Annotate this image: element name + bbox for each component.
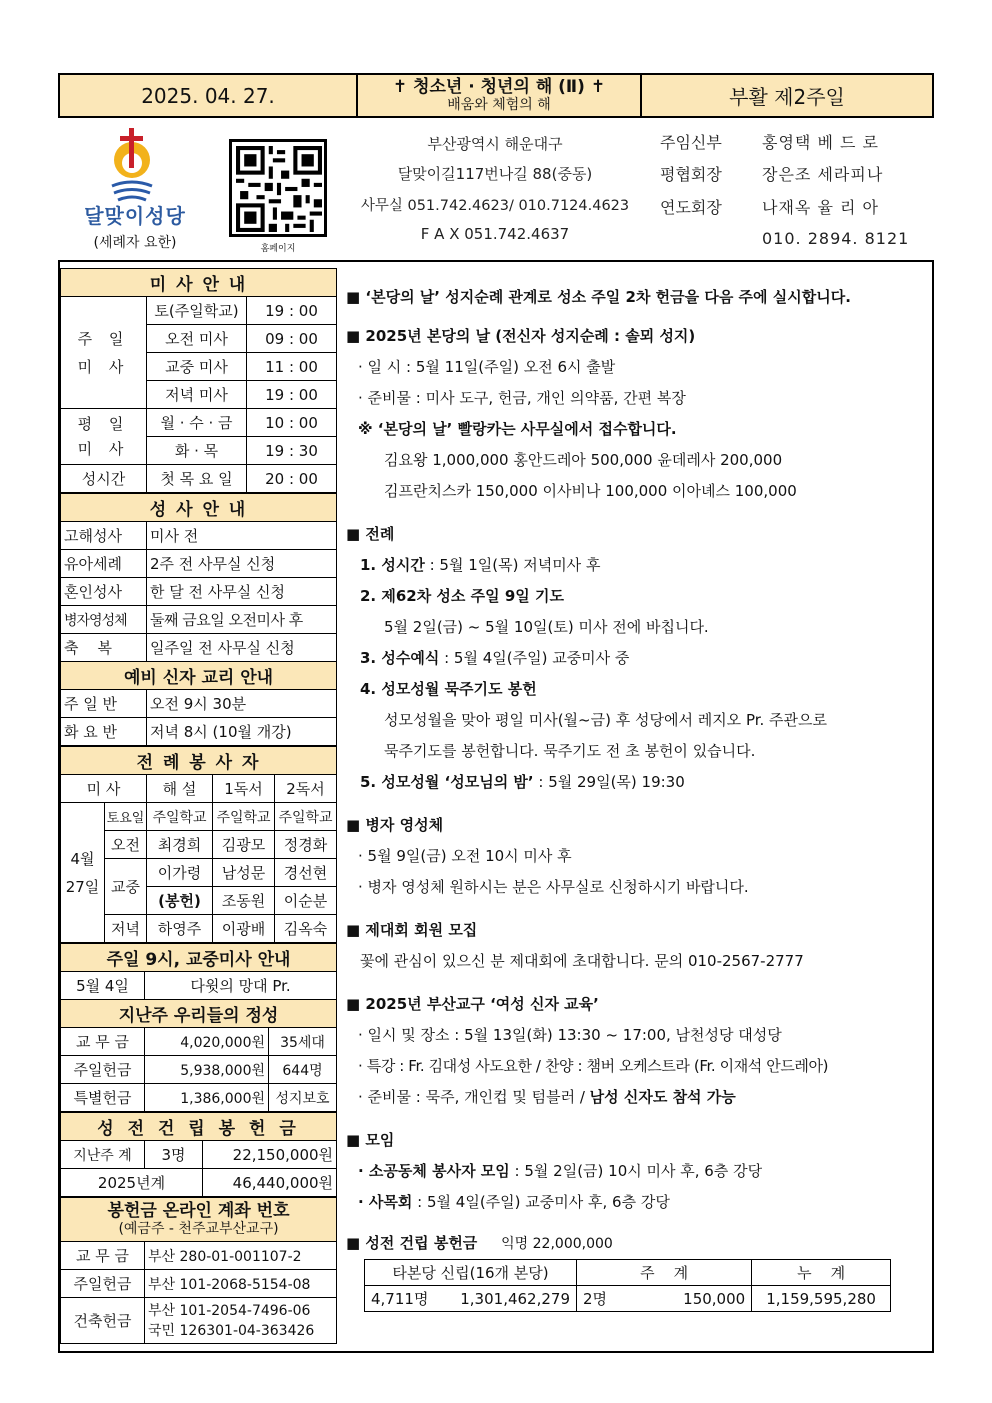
bulletin-date: 2025. 04. 27. <box>60 75 358 116</box>
sunday9-date: 5월 4일 <box>61 972 145 1000</box>
notice-line: · 일시 및 장소 : 5월 13일(화) 13:30 ~ 17:00, 남천성당 대성당 <box>358 1026 782 1044</box>
square-bullet-icon: ■ <box>346 921 361 939</box>
building-year-amount: 46,440,000원 <box>203 1169 337 1197</box>
notice-line: 묵주기도를 봉헌합니다. 묵주기도 전 초 봉헌이 있습니다. <box>384 742 756 760</box>
mass-time: 11 : 00 <box>247 353 337 381</box>
account-table <box>60 1197 337 1344</box>
minister-header: 1독서 <box>213 775 275 803</box>
staff-name: 홍영택 베 드 로 <box>762 133 879 152</box>
mass-time: 19 : 30 <box>247 437 337 465</box>
fund-cell: 1,301,462,279 <box>454 1286 576 1312</box>
mass-time: 10 : 00 <box>247 409 337 437</box>
notice-line: · 준비물 : 미사 도구, 헌금, 개인 의약품, 간편 복장 <box>358 389 686 407</box>
account-number: 부산 101-2068-5154-08 <box>145 1270 337 1298</box>
account-name: 건축헌금 <box>61 1298 145 1344</box>
building-year-label: 2025년계 <box>61 1169 203 1197</box>
parish-logo <box>76 126 194 256</box>
year-theme <box>358 75 642 116</box>
mass-name: 오전 미사 <box>147 325 247 353</box>
holy-hour-label: 성시간 <box>61 465 147 493</box>
notice-line: · 5월 9일(금) 오전 10시 미사 후 <box>358 847 572 865</box>
notice-title: 모임 <box>365 1131 395 1149</box>
offering-table <box>60 943 337 1112</box>
notice-line: 5월 2일(금) ~ 5월 10일(토) 미사 전에 바칩니다. <box>384 618 709 636</box>
notice-line: 꽃에 관심이 있으신 분 제대회에 초대합니다. 문의 010-2567-2777 <box>360 952 804 970</box>
notices-column <box>346 282 931 1312</box>
building-week-count: 3명 <box>145 1141 203 1169</box>
minister-reader2: 김옥숙 <box>275 915 337 943</box>
staff-role: 평협회장 <box>660 165 722 184</box>
sacrament-name: 혼인성사 <box>61 578 147 606</box>
account-number: 부산 280-01-001107-2 <box>145 1242 337 1270</box>
fund-cell: 1,159,595,280 <box>752 1286 891 1312</box>
address-line-2: 달맞이길117번나길 88(중동) <box>397 165 593 183</box>
mass-time: 19 : 00 <box>247 297 337 325</box>
minister-mass: 저녁 <box>105 915 147 943</box>
sacrament-value: 미사 전 <box>147 522 337 550</box>
mass-time: 19 : 00 <box>247 381 337 409</box>
minister-reader1: 김광모 <box>213 831 275 859</box>
offering-count: 성지보호 <box>269 1084 337 1112</box>
notice-title: 2025년 부산교구 ‘여성 신자 교육’ <box>365 995 599 1013</box>
notice-title: 병자 영성체 <box>365 816 444 834</box>
catechumen-class: 화 요 반 <box>61 718 147 746</box>
square-bullet-icon: ■ <box>346 1234 361 1252</box>
notice-3-title <box>346 519 931 550</box>
anonymous-donation: 익명 22,000,000 <box>501 1236 613 1252</box>
notice-line: · 사목회 : 5월 4일(주일) 교중미사 후, 6층 강당 <box>358 1193 670 1211</box>
building-week-label: 지난주 계 <box>61 1141 145 1169</box>
mass-time: 09 : 00 <box>247 325 337 353</box>
account-number: 국민 126301-04-363426 <box>148 1322 315 1339</box>
mass-schedule-table <box>60 268 337 493</box>
minister-header: 2독서 <box>275 775 337 803</box>
building-fund-summary-table <box>364 1259 891 1312</box>
sacrament-name: 유아세례 <box>61 550 147 578</box>
sunday-mass-label: 주 일 미 사 <box>61 297 147 409</box>
minister-reader2: 이순분 <box>275 887 337 915</box>
notice-line: 김요왕 1,000,000 홍안드레아 500,000 윤데레사 200,000 <box>384 451 783 469</box>
mass-name: 저녁 미사 <box>147 381 247 409</box>
catechumen-time: 저녁 8시 (10월 개강) <box>147 718 337 746</box>
building-fund-table <box>60 1112 337 1197</box>
notice-title: 전례 <box>365 525 395 543</box>
notice-line: 4. 성모성월 묵주기도 봉헌 <box>360 680 537 698</box>
account-name: 교 무 금 <box>61 1242 145 1270</box>
office-phone: 사무실 051.742.4623/ 010.7124.4623 <box>360 198 630 214</box>
mass-guide-title: 미 사 안 내 <box>61 269 337 297</box>
notice-title: 2025년 본당의 날 (전신자 성지순례 : 솔뫼 성지) <box>365 327 696 345</box>
sacrament-value: 둘째 금요일 오전미사 후 <box>147 606 337 634</box>
minister-reader1: 남성문 <box>213 859 275 887</box>
offering-amount: 4,020,000원 <box>145 1028 269 1056</box>
fund-cell: 2명 <box>577 1286 637 1312</box>
sacrament-title: 성 사 안 내 <box>61 494 337 522</box>
offering-count: 35세대 <box>269 1028 337 1056</box>
offering-count: 644명 <box>269 1056 337 1084</box>
minister-commentator: 이가령 <box>147 859 213 887</box>
square-bullet-icon: ■ <box>346 288 361 306</box>
sacrament-table <box>60 493 337 746</box>
weekday-mass-label: 평 일 미 사 <box>61 409 147 465</box>
catechumen-class: 주 일 반 <box>61 690 147 718</box>
qr-code-icon <box>236 146 322 232</box>
ministers-table <box>60 746 337 943</box>
offering-amount: 5,938,000원 <box>145 1056 269 1084</box>
notice-line: 2. 제62차 성소 주일 9일 기도 <box>360 587 564 605</box>
mass-name: 교중 미사 <box>147 353 247 381</box>
fund-header: 누 계 <box>752 1260 891 1286</box>
minister-offering: (봉헌) <box>147 887 213 915</box>
building-title: 성 전 건 립 봉 헌 금 <box>61 1113 337 1141</box>
cross-ornament-icon: ✝ <box>392 76 408 97</box>
notice-line: ※ ‘본당의 날’ 빨랑카는 사무실에서 접수합니다. <box>358 420 677 438</box>
notice-2-title <box>346 321 931 352</box>
notice-line: 김프란치스카 150,000 이사비나 100,000 이아녜스 100,000 <box>384 482 797 500</box>
theme-subtitle: 배움와 체험의 해 <box>447 97 551 114</box>
staff-name: 나재옥 율 리 아 <box>762 198 879 217</box>
building-week-amount: 22,150,000원 <box>203 1141 337 1169</box>
minister-reader2: 경선현 <box>275 859 337 887</box>
catechumen-title: 예비 신자 교리 안내 <box>61 662 337 690</box>
notice-line: · 일 시 : 5월 11일(주일) 오전 6시 출발 <box>358 358 616 376</box>
minister-reader2: 주일학교 <box>275 803 337 831</box>
account-number: 부산 101-2054-7496-06 <box>148 1302 311 1319</box>
notice-line: · 특강 : Fr. 김대성 사도요한 / 찬양 : 챔버 오케스트라 (Fr. 이재석 안드레아) <box>358 1057 829 1075</box>
square-bullet-icon: ■ <box>346 816 361 834</box>
minister-mass: 토요일 <box>105 803 147 831</box>
sacrament-name: 병자영성체 <box>61 606 147 634</box>
mass-name: 화 · 목 <box>147 437 247 465</box>
minister-commentator: 하영주 <box>147 915 213 943</box>
notice-6-title <box>346 989 931 1020</box>
contact-phone: 010. 2894. 8121 <box>762 229 910 248</box>
minister-reader1: 주일학교 <box>213 803 275 831</box>
square-bullet-icon: ■ <box>346 995 361 1013</box>
square-bullet-icon: ■ <box>346 1131 361 1149</box>
ministers-title: 전 례 봉 사 자 <box>61 747 337 775</box>
square-bullet-icon: ■ <box>346 327 361 345</box>
notice-1 <box>346 282 931 313</box>
fund-header: 주 계 <box>577 1260 752 1286</box>
mass-name: 토(주일학교) <box>147 297 247 325</box>
sacrament-value: 한 달 전 사무실 신청 <box>147 578 337 606</box>
fund-cell: 4,711명 <box>365 1286 455 1312</box>
minister-reader1: 조동원 <box>213 887 275 915</box>
notice-4-title <box>346 810 931 841</box>
minister-mass: 교중 <box>105 859 147 915</box>
minister-reader1: 이광배 <box>213 915 275 943</box>
notice-line: 1. 성시간 : 5월 1일(목) 저녁미사 후 <box>360 556 601 574</box>
notice-title: 성전 건립 봉헌금 <box>365 1234 478 1252</box>
account-subtitle: (예금주 - 천주교부산교구) <box>118 1220 279 1237</box>
qr-caption: 홈페이지 <box>260 244 296 254</box>
parish-patron: (세례자 요한) <box>93 235 177 251</box>
minister-header: 해 설 <box>147 775 213 803</box>
square-bullet-icon: ■ <box>346 525 361 543</box>
minister-header: 미 사 <box>61 775 147 803</box>
offering-name: 특별헌금 <box>61 1084 145 1112</box>
mass-name: 첫 목 요 일 <box>147 465 247 493</box>
catechumen-time: 오전 9시 30분 <box>147 690 337 718</box>
minister-date: 4월 27일 <box>61 803 105 943</box>
account-name: 주일헌금 <box>61 1270 145 1298</box>
notice-text: ‘본당의 날’ 성지순례 관계로 성소 주일 2차 헌금을 다음 주에 실시합니다. <box>365 288 851 306</box>
fund-cell: 150,000 <box>636 1286 751 1312</box>
notice-line: 3. 성수예식 : 5월 4일(주일) 교중미사 중 <box>360 649 630 667</box>
sacrament-value: 2주 전 사무실 신청 <box>147 550 337 578</box>
liturgical-sunday: 부활 제2주일 <box>729 85 845 109</box>
cross-ornament-icon: ✝ <box>590 76 606 97</box>
staff-role: 연도회장 <box>660 198 722 217</box>
parish-name: 달맞이성당 <box>84 204 186 228</box>
offering-title: 지난주 우리들의 정성 <box>61 1000 337 1028</box>
offering-name: 교 무 금 <box>61 1028 145 1056</box>
fax-number: F A X 051.742.4637 <box>420 225 570 243</box>
sunday9-title: 주일 9시, 교중미사 안내 <box>61 944 337 972</box>
mass-time: 20 : 00 <box>247 465 337 493</box>
header-bar <box>58 73 934 118</box>
minister-mass: 오전 <box>105 831 147 859</box>
account-title: 봉헌금 온라인 계좌 번호 <box>107 1200 290 1221</box>
notice-line: · 병자 영성체 원하시는 분은 사무실로 신청하시기 바랍니다. <box>358 878 749 896</box>
notice-title: 제대회 회원 모집 <box>365 921 478 939</box>
notice-line: · 소공동체 봉사자 모임 : 5월 2일(금) 10시 미사 후, 6층 강당 <box>358 1162 763 1180</box>
sacrament-value: 일주일 전 사무실 신청 <box>147 634 337 662</box>
address-line-1: 부산광역시 해운대구 <box>427 135 563 153</box>
notice-7-title <box>346 1125 931 1156</box>
homepage-qr-code[interactable] <box>229 139 327 237</box>
minister-reader2: 정경화 <box>275 831 337 859</box>
staff-name: 장은조 세라피나 <box>762 165 884 184</box>
offering-amount: 1,386,000원 <box>145 1084 269 1112</box>
fund-header: 타본당 신립(16개 본당) <box>365 1260 577 1286</box>
minister-commentator: 주일학교 <box>147 803 213 831</box>
notice-line: 성모성월을 맞아 평일 미사(월~금) 후 성당에서 레지오 Pr. 주관으로 <box>384 711 828 729</box>
sacrament-name: 고해성사 <box>61 522 147 550</box>
sacrament-name: 축 복 <box>61 634 147 662</box>
notice-line: 5. 성모성월 ‘성모님의 밤’ : 5월 29일(목) 19:30 <box>360 773 685 791</box>
theme-title: 청소년 · 청년의 해 (Ⅱ) <box>413 76 585 97</box>
minister-commentator: 최경희 <box>147 831 213 859</box>
offering-name: 주일헌금 <box>61 1056 145 1084</box>
staff-role: 주임신부 <box>660 133 722 152</box>
notice-8-title <box>346 1228 931 1259</box>
left-column <box>60 268 336 1344</box>
mass-name: 월 · 수 · 금 <box>147 409 247 437</box>
notice-line: · 준비물 : 묵주, 개인컵 및 텀블러 / 남성 신자도 참석 가능 <box>358 1088 736 1106</box>
notice-5-title <box>346 915 931 946</box>
sunday9-praesidium: 다윗의 망대 Pr. <box>145 972 337 1000</box>
